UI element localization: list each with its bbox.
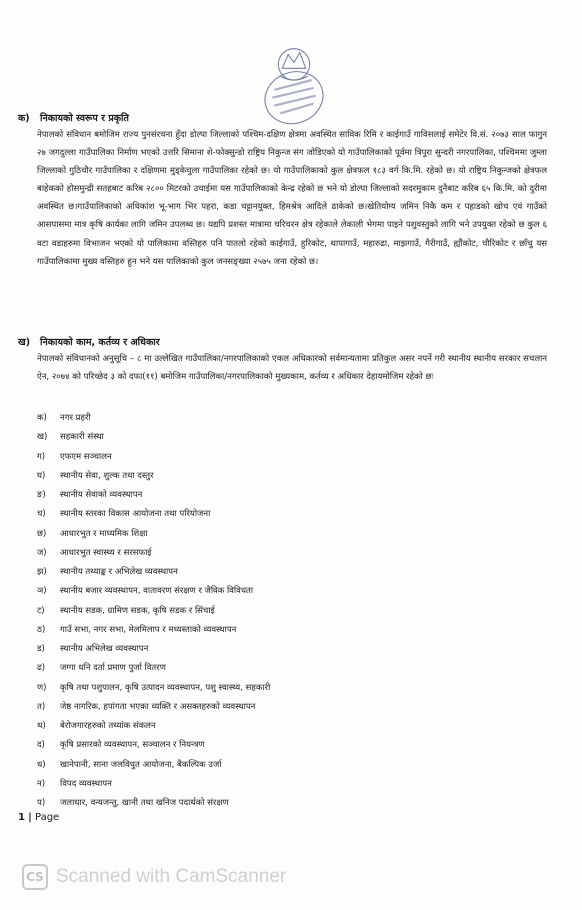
list-item-marker: ङ) [37,490,46,500]
camscanner-text: Scanned with CamScanner [56,866,287,887]
page-footer [18,812,59,823]
list-item-marker: ध) [37,759,46,770]
list-item [37,409,270,428]
page-label: Page [35,812,60,823]
list-item-text: स्थानीय अभिलेख व्यवस्थापन [60,644,149,654]
page-separator: | [28,812,32,823]
list-item [37,582,270,601]
list-item-text: स्थानीय सेवा, शुल्क तथा दस्तुर [60,470,154,481]
seal-stamp-icon [245,32,343,132]
list-item-text: कृषि प्रसारको व्यवस्थापन, सञ्चालन र नियन्त्रण [60,740,205,751]
list-item-text: आधारभुत स्वास्थ्य र सरसफाई [60,547,152,558]
list-item-marker: थ) [37,721,46,731]
list-item-text: जलाधार, वन्यजन्तु, खानी तथा खनिज पदार्थको संरक्षण [60,798,229,808]
list-item-text: जेष्ठ नागरिक, हपांगता भएका व्यक्ति र असक्तहरुको व्यवस्थापन [60,701,256,712]
list-item-marker: त) [37,701,46,712]
list-item [37,602,270,621]
list-item-marker: न) [37,778,46,789]
list-item-marker: ठ) [37,624,46,635]
list-item [37,505,270,524]
list-item-text: स्थानीय बजार व्यवस्थापन, वातावरण संरक्षण र जैविक विविधता [60,586,254,597]
section-a-marker: क) [18,113,30,124]
camscanner-watermark [22,862,286,892]
section-b-title: निकायको काम, कर्तव्य र अधिकार [40,337,160,348]
list-item-text: नगर प्रहरी [60,413,91,423]
list-item-marker: ण) [37,682,47,693]
list-item-text: जग्गा धनि दर्ता प्रमाण पुर्जा वितरण [60,663,166,674]
section-b-paragraph: नेपालको संविधानको अनुसूचि – ८ मा उल्लेखित गाउँपालिका/नगरपालिकाको एकल अधिकारको सर्वमान्यतामा प्रतिकुल असर नपर्ने गरी स्थानीय स्थानीय सरकार सचलान ऐन, २०७४ को परिच्छेद ३ को दफा(११) बमोजिम गाउँपालिका/नगरपालिकाको मुख्यकाम, कर्तव्य र अधिकार देहायमोजिम रहेको छः [37,354,547,383]
list-item [37,563,270,582]
section-a-paragraph: नेपालको संविधान बमोजिम राज्य पुनसंरचना हुँदा डोल्पा जिल्लाको पश्चिम-दक्षिण क्षेत्रमा अवस्थित साविक रिमि र काईगाउँ गाविसलाई समेटेर वि.सं. २०७३ साल फागुन २७ जगदुल्ला गाउँपालिका निर्माण भएको उत्तरि सिमाना शे-फोक्सुन्डो राष्ट्रिय निकुन्ज संग जोडिएको यो गाउँपालिकाको पूर्वमा त्रिपुरा सुन्दरी नगरपालिका, पश्चिममा जुम्ला जिल्लाको गुठिचौर गाउँपालिका र दक्षिणमा मुड्केचुला गाउँपालिका रहेको छ। यो गाउँपालिकाको कुल क्षेत्रफल १८३ वर्ग कि.मि. रहेको छ। यो राष्ट्रिय निकुन्जको क्षेत्रफल बाहेकको होसमुन्द्री सतहबाट करिब २८०० मिटरको उचाईमा यस गाउँपालिकाको केन्द्र रहेको छ भने यो डोल्पा जिल्लाको सदरमुकाम दुनैबाट करिब ६५ कि.मि. को दुरीमा अवस्थित छ।गाउँपालिकाको अधिकांश भू-भाग भिर पहरा, कडा चट्टानयुक्त, हिमश्रेत्र आदिले ढाकेको छ।खेतियोग्य जमिन निकै कम र पहाडको खोच एवं गाउँको आसपासमा मात्र कृषि कार्यका लागि जमिन उपलब्ध छ। यद्यपि प्रशस्त मात्रामा चरिचरन क्षेत्र रहेकाले लेकाली भेगमा पाइने पशुवस्तुको लागि भने उपयुक्त रहेको छ कुल ६ वटा वडाहरुमा विभाजन भएको यो पालिकामा वस्तिहरु पनि पातलो रहेको काईगाउँ, हुरिकोट, थापागाउँ, महारुढा, माझगाउँ, गैरीगाउँ, ह्यौंकोट, चौरिकोट र छाँचु यस गाउँपालिकामा मुख्य वस्तिहरु हुन भने यस पालिकाको कुल जनसङ्ख्या २५७५ जना रहेको छ। [37,130,547,267]
list-item [37,736,270,755]
list-item-text: खानेपानी, साना जलविधुत आयोजना, बैकल्पिक उर्जा [60,759,222,770]
list-item [37,698,270,717]
list-item [37,525,270,544]
list-item [37,640,270,659]
list-item-marker: छ) [37,528,47,539]
section-a-title: निकायको स्वरूप र प्रकृति [40,113,129,124]
list-item-text: बेरोजगारहरुको तथ्यांक संकलन [60,721,156,731]
list-item-text: विपद व्यवस्थापन [60,778,112,789]
list-item-marker: ड) [37,644,45,654]
duties-list [37,409,270,813]
list-item [37,486,270,505]
list-item-marker: ञ) [37,586,47,597]
list-item [37,679,270,698]
list-item-marker: द) [37,740,45,751]
list-item-text: स्थानीय स्तरका विकास आयोजना तथा परियोजना [60,509,211,520]
list-item-marker: ट) [37,605,45,616]
list-item-text: स्थानीय सेवाको व्यवस्थापन [60,490,143,500]
list-item-text: स्थानीय सडक, ग्रामिण सडक, कृषि सडक र सिंचाई [60,605,215,616]
list-item [37,756,270,775]
section-b-heading [18,335,160,348]
list-item-text: स्थानीय तथ्याङ्क र अभिलेख व्यवस्थापन [60,567,178,577]
list-item [37,467,270,486]
section-b-marker: ख) [18,337,31,348]
camscanner-logo-icon: CS [22,864,48,890]
list-item-marker: झ) [37,567,47,577]
list-item-text: एफएम सञ्चालन [60,451,112,462]
list-item-marker: प) [37,798,46,808]
list-item [37,794,270,813]
list-item-marker: क) [37,413,47,423]
list-item [37,659,270,678]
list-item [37,775,270,794]
list-item-text: गाउँ सभा, नगर सभा, मेलमिलाप र मध्यस्ताको व्यवस्थापन [60,624,237,635]
list-item [37,428,270,447]
section-a-heading [18,111,129,124]
list-item-marker: ढ) [37,663,46,674]
list-item-text: सहकारी संस्था [60,432,104,443]
list-item-marker: च) [37,509,46,520]
list-item [37,717,270,736]
list-item [37,448,270,467]
list-item-marker: ज) [37,547,47,558]
page-number: 1 [18,812,25,823]
list-item-marker: ख) [37,432,48,443]
list-item [37,544,270,563]
list-item [37,621,270,640]
list-item-text: आधारभुत र माध्यमिक शिक्षा [60,528,148,539]
list-item-marker: ग) [37,451,46,462]
municipality-seal [245,32,343,132]
list-item-text: कृषि तथा पशुपालन, कृषि उत्पादन व्यवस्थापन, पशु स्वास्थ्य, सहकारी [60,682,271,693]
list-item-marker: घ) [37,470,46,481]
